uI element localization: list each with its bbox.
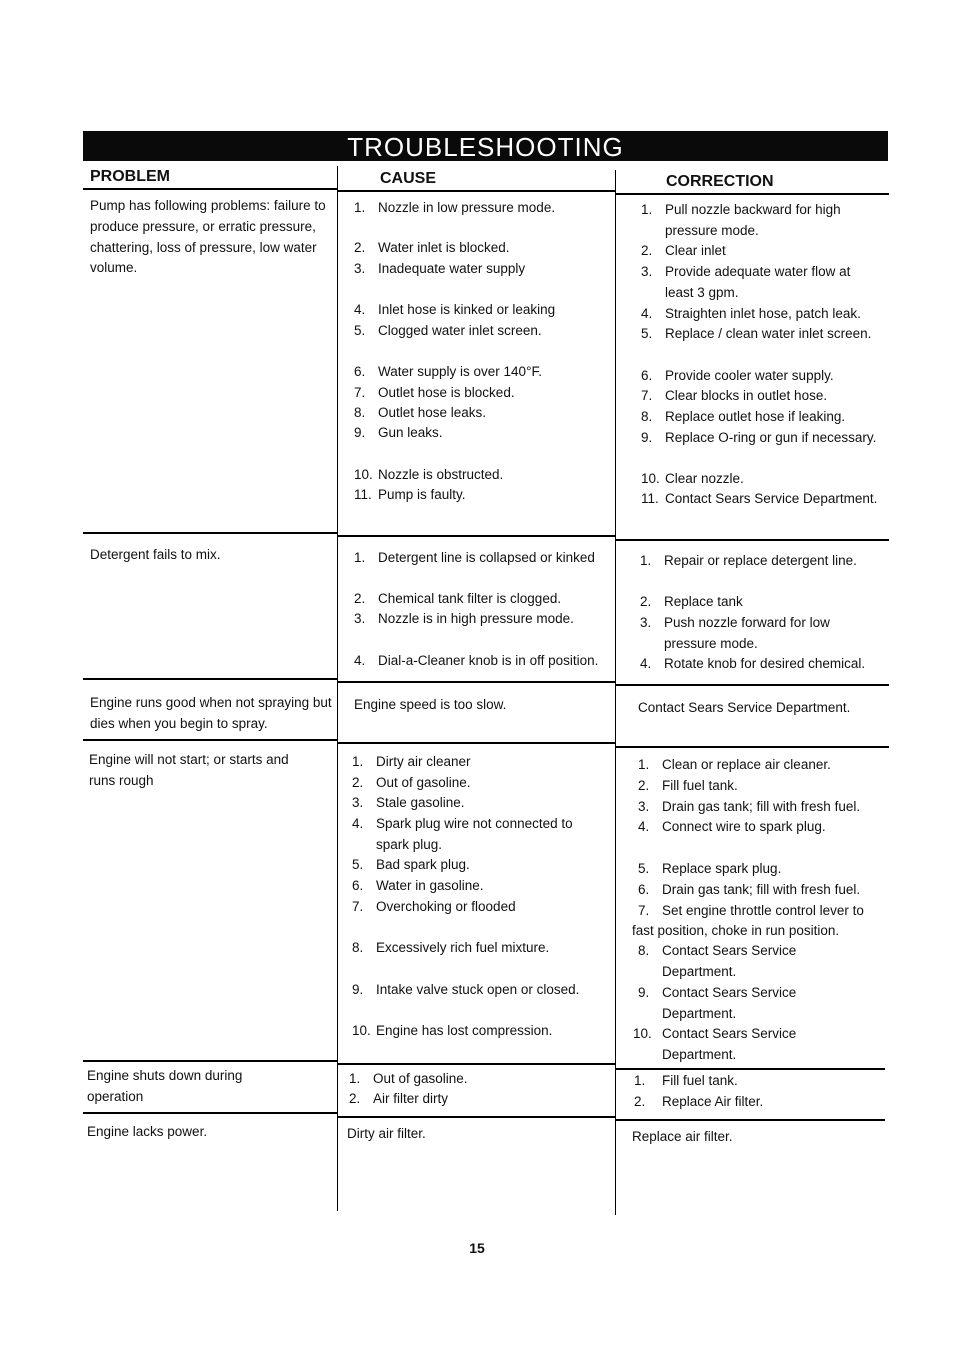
row-divider [337,1063,615,1065]
list-item: 10. Engine has lost compression. [352,1023,553,1038]
list-item: 3. Stale gasoline. [352,795,465,810]
list-item: 3. Push nozzle forward for low pressure mode. [640,615,830,651]
row-divider [83,678,337,680]
correction-cell [632,1127,878,1148]
problem-text: Engine shuts down during operation [87,1068,243,1104]
row-divider [83,739,337,741]
list-item: 9. Contact Sears Service Department. [638,985,797,1021]
list-item: 6. Water in gasoline. [352,878,484,893]
list-item: 9. Intake valve stuck open or closed. [352,982,580,997]
list-item: 8. Contact Sears Service Department. [638,943,797,979]
list-item: 2. Replace tank [640,594,743,609]
list-item: 11. Contact Sears Service Department. [641,491,878,506]
list-item: 3. Nozzle is in high pressure mode. [354,611,574,626]
column-divider-left [337,166,338,1211]
row-divider [337,681,615,683]
list-item: 3. Drain gas tank; fill with fresh fuel. [638,799,861,814]
list-item: 6. Water supply is over 140°F. [354,364,542,379]
list-item: 1. Detergent line is collapsed or kinked [354,550,595,565]
list-item: 9. Replace O-ring or gun if necessary. [641,430,877,445]
row-divider [615,684,889,686]
row-divider [337,190,615,192]
row-divider [83,1112,337,1114]
row-divider [615,193,889,195]
list-item: 2. Water inlet is blocked. [354,240,510,255]
list-item: 4. Spark plug wire not connected to spark plug. [352,816,573,852]
row-divider [615,1068,885,1070]
problem-text: Engine will not start; or starts and runs rough [89,752,289,788]
list-item: 6. Drain gas tank; fill with fresh fuel. [638,882,861,897]
problem-cell [87,1066,287,1108]
list-item: fast position, choke in run position. [632,923,840,938]
list-item: 7. Clear blocks in outlet hose. [641,388,828,403]
list-item: 9. Gun leaks. [354,425,443,440]
page-number: 15 [469,1240,485,1256]
list-item: 2. Clear inlet [641,243,726,258]
list-item: 1. Dirty air cleaner [352,754,471,769]
problem-cell [89,750,329,792]
correction-header: CORRECTION [666,173,774,190]
list-item: 1. Fill fuel tank. [634,1073,738,1088]
list-item: 3. Provide adequate water flow at least 3 gpm. [641,264,851,300]
row-divider [615,1119,885,1121]
list-item: 3. Inadequate water supply [354,261,526,276]
list-item: 5. Clogged water inlet screen. [354,323,542,338]
column-divider-right [615,170,616,1215]
list-item: 8. Outlet hose leaks. [354,405,487,420]
cause-header: CAUSE [380,170,437,187]
list-item: 1. Nozzle in low pressure mode. [354,200,556,215]
list-item: 6. Provide cooler water supply. [641,368,834,383]
cause-text: Engine speed is too slow. [354,697,507,712]
row-divider [337,535,615,537]
problem-cell [90,693,334,735]
correction-text: Replace air filter. [632,1129,733,1144]
list-item: 1. Pull nozzle backward for high pressure mode. [641,202,841,238]
problem-text: Engine lacks power. [87,1124,208,1139]
row-divider [337,1116,615,1118]
problem-text: Pump has following problems: failure to produce pressure, or erratic pressure, chattering, loss of pressure, low water volume. [90,198,326,276]
problem-header: PROBLEM [90,168,170,185]
row-divider [83,532,337,534]
correction-cell [638,698,884,719]
list-item: 5. Replace / clean water inlet screen. [641,326,872,341]
problem-text: Engine runs good when not spraying but dies when you begin to spray. [90,695,332,731]
row-divider [337,742,615,744]
list-item: 1. Out of gasoline. [349,1071,468,1086]
list-item: 10. Clear nozzle. [641,471,744,486]
correction-text: Contact Sears Service Department. [638,700,851,715]
list-item: 4. Rotate knob for desired chemical. [640,656,866,671]
list-item: 4. Inlet hose is kinked or leaking [354,302,556,317]
problem-text: Detergent fails to mix. [90,547,221,562]
list-item: 4. Connect wire to spark plug. [638,819,826,834]
list-item: 5. Bad spark plug. [352,857,470,872]
list-item: 2. Replace Air filter. [634,1094,764,1109]
list-item: 2. Fill fuel tank. [638,778,738,793]
list-item: 10. Nozzle is obstructed. [354,467,504,482]
list-item: 5. Replace spark plug. [638,861,782,876]
cause-text: Dirty air filter. [347,1126,426,1141]
problem-cell [90,545,330,566]
list-item: 1. Clean or replace air cleaner. [638,757,831,772]
row-divider [615,539,889,541]
list-item: 8. Excessively rich fuel mixture. [352,940,550,955]
list-item: 7. Set engine throttle control lever to [638,903,864,918]
list-item: 1. Repair or replace detergent line. [640,553,857,568]
row-divider [83,188,337,190]
list-item: 2. Chemical tank filter is clogged. [354,591,562,606]
list-item: 4. Dial-a-Cleaner knob is in off position. [354,653,599,668]
list-item: 4. Straighten inlet hose, patch leak. [641,306,861,321]
list-item: 2. Air filter dirty [349,1091,449,1106]
list-item: 10. Contact Sears Service Department. [633,1026,797,1062]
row-divider [615,746,889,748]
list-item: 2. Out of gasoline. [352,775,471,790]
list-item: 7. Outlet hose is blocked. [354,385,515,400]
cause-cell [354,695,612,716]
cause-cell [347,1124,609,1145]
row-divider [83,1060,337,1062]
list-item: 11. Pump is faulty. [354,487,466,502]
problem-cell [87,1122,327,1143]
problem-cell [90,196,330,279]
list-item: 7. Overchoking or flooded [352,899,516,914]
troubleshooting-title: TROUBLESHOOTING [83,131,888,161]
list-item: 8. Replace outlet hose if leaking. [641,409,846,424]
